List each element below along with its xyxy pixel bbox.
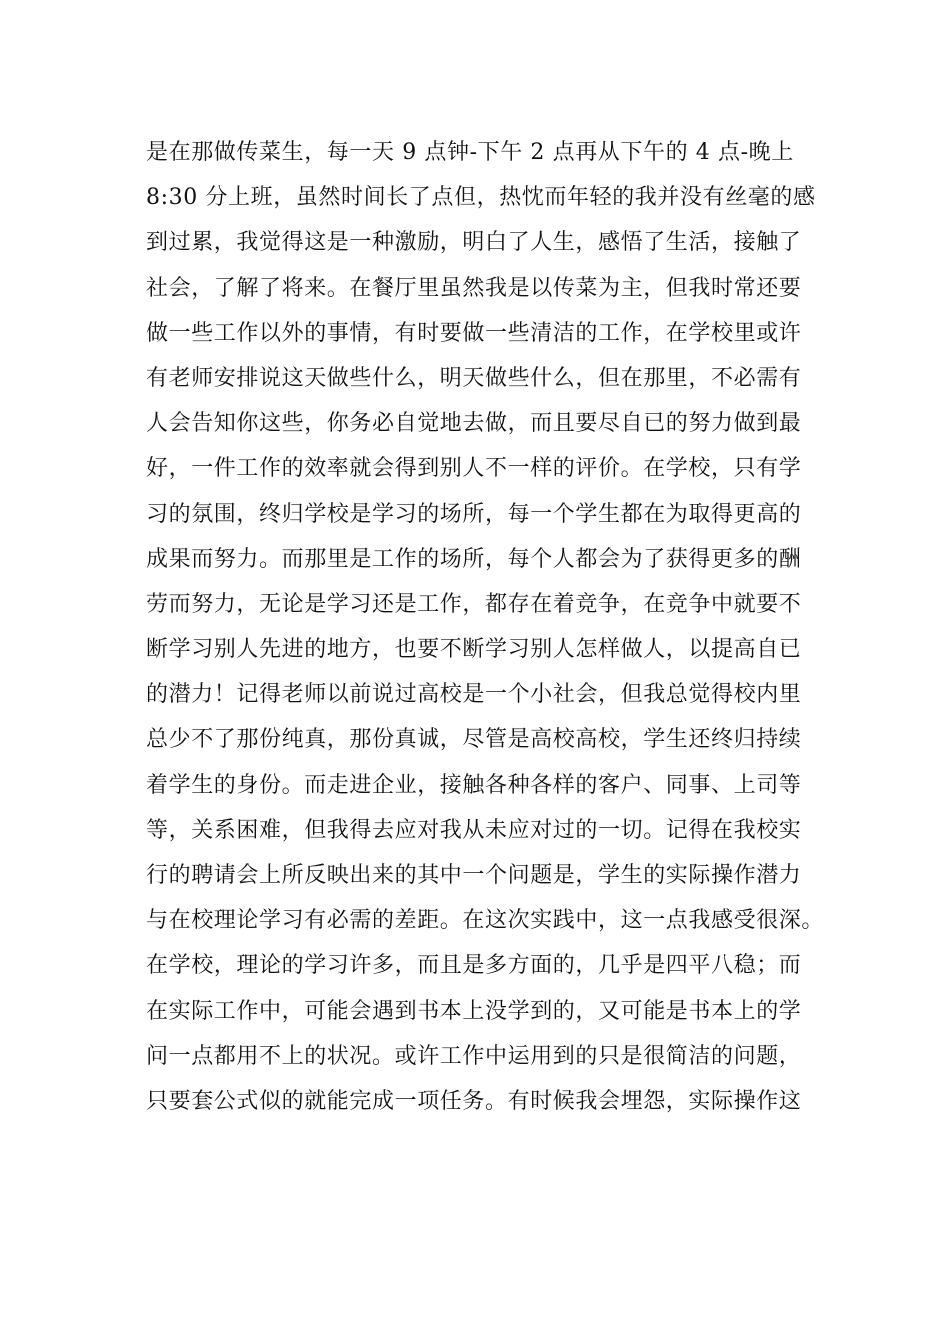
text-line: 到过累，我觉得这是一种激励，明白了人生，感悟了生活，接触了 [146, 230, 802, 256]
text-line: 等，关系困难，但我得去应对我从未应对过的一切。记得在我校实 [146, 817, 802, 843]
text-line: 是在那做传菜生，每一天 9 点钟-下午 2 点再从下午的 4 点-晚上 [146, 140, 794, 165]
text-line: 在学校，理论的学习许多，而且是多方面的，几乎是四平八稳；而 [146, 953, 802, 979]
text-line: 劳而努力，无论是学习还是工作，都存在着竞争，在竞争中就要不 [146, 591, 802, 617]
body-text [146, 130, 826, 1124]
text-line: 断学习别人先进的地方，也要不断学习别人怎样做人，以提高自已 [146, 637, 802, 663]
text-line: 好，一件工作的效率就会得到别人不一样的评价。在学校，只有学 [146, 456, 802, 482]
text-line: 与在校理论学习有必需的差距。在这次实践中，这一点我感受很深。 [146, 908, 825, 934]
text-line: 问一点都用不上的状况。或许工作中运用到的只是很简洁的问题， [146, 1043, 802, 1069]
text-line: 成果而努力。而那里是工作的场所，每个人都会为了获得更多的酬 [146, 546, 802, 572]
text-line: 做一些工作以外的事情，有时要做一些清洁的工作，在学校里或许 [146, 320, 802, 346]
text-line: 着学生的身份。而走进企业，接触各种各样的客户、同事、上司等 [146, 772, 802, 798]
text-line: 只要套公式似的就能完成一项任务。有时候我会埋怨，实际操作这 [146, 1088, 802, 1114]
text-line: 习的氛围，终归学校是学习的场所，每一个学生都在为取得更高的 [146, 501, 802, 527]
text-line: 总少不了那份纯真，那份真诚，尽管是高校高校，学生还终归持续 [146, 727, 802, 753]
text-line: 的潜力！记得老师以前说过高校是一个小社会，但我总觉得校内里 [146, 682, 802, 708]
text-line: 有老师安排说这天做些什么，明天做些什么，但在那里，不必需有 [146, 365, 802, 391]
text-line: 在实际工作中，可能会遇到书本上没学到的，又可能是书本上的学 [146, 998, 802, 1024]
text-line: 人会告知你这些，你务必自觉地去做，而且要尽自已的努力做到最 [146, 411, 802, 437]
text-line: 社会，了解了将来。在餐厅里虽然我是以传菜为主，但我时常还要 [146, 275, 802, 301]
text-line: 8:30 分上班，虽然时间长了点但，热忱而年轻的我并没有丝毫的感 [146, 185, 816, 211]
text-line: 行的聘请会上所反映出来的其中一个问题是，学生的实际操作潜力 [146, 863, 802, 888]
